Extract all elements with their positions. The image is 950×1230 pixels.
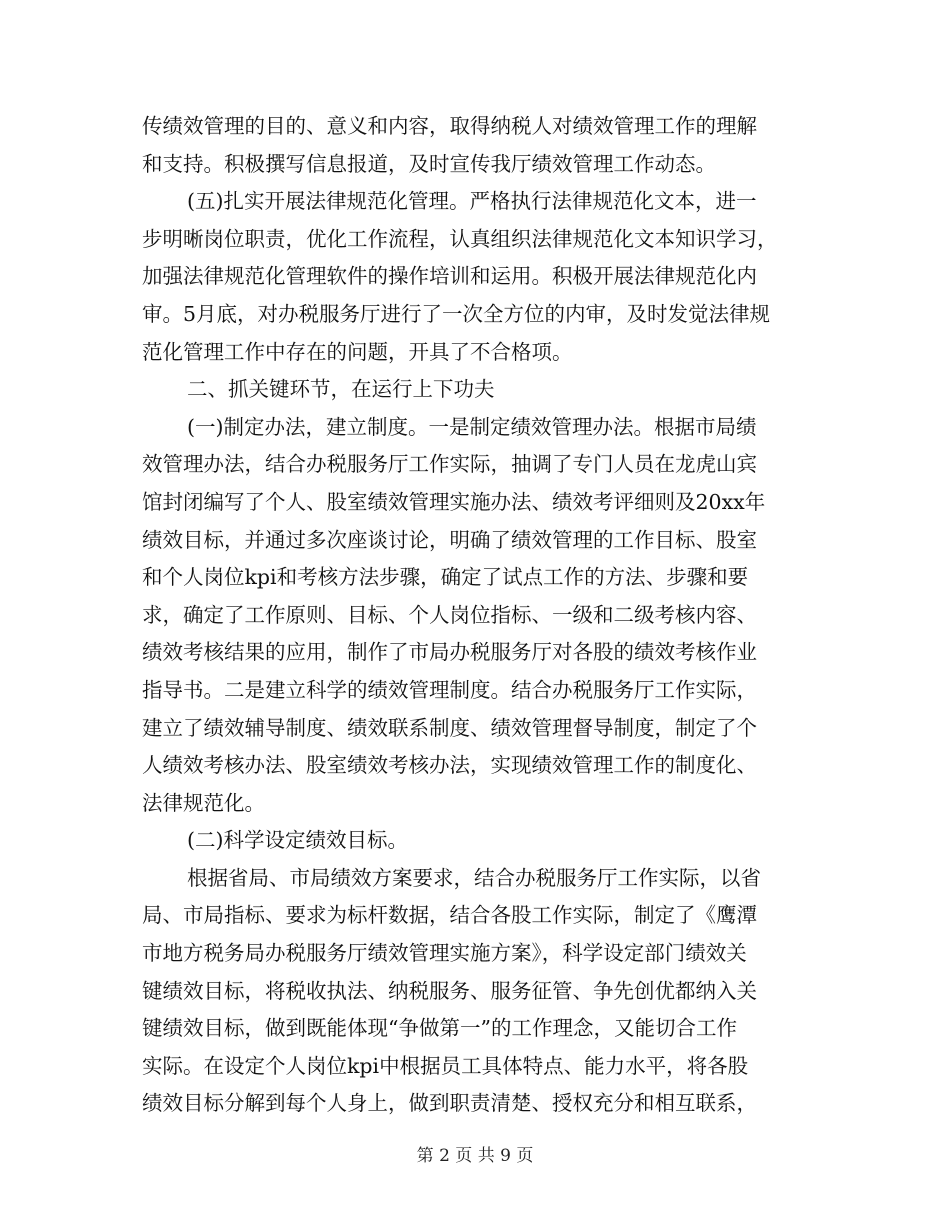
text-line: 步明晰岗位职责，优化工作流程，认真组织法律规范化文本知识学习，	[142, 226, 778, 251]
text-line: 局、市局指标、要求为标杆数据，结合各股工作实际，制定了《鹰潭	[142, 903, 757, 928]
text-line: 范化管理工作中存在的问题，开具了不合格项。	[142, 339, 573, 364]
text-line: 求，确定了工作原则、目标、个人岗位指标、一级和二级考核内容、	[142, 602, 757, 627]
text-line: 审。5月底，对办税服务厅进行了一次全方位的内审，及时发觉法律规	[142, 301, 771, 326]
text-line: 效管理办法，结合办税服务厅工作实际，抽调了专门人员在龙虎山宾	[142, 452, 757, 477]
text-line: 二、抓关键环节，在运行上下功夫	[187, 377, 495, 402]
text-line: 加强法律规范化管理软件的操作培训和运用。积极开展法律规范化内	[142, 264, 757, 289]
text-line: 市地方税务局办税服务厅绩效管理实施方案》，科学设定部门绩效关	[142, 941, 747, 966]
text-line: 绩效目标分解到每个人身上，做到职责清楚、授权充分和相互联系，	[142, 1091, 757, 1116]
text-line: 建立了绩效辅导制度、绩效联系制度、绩效管理督导制度，制定了个	[142, 715, 757, 740]
text-line: 指导书。二是建立科学的绩效管理制度。结合办税服务厅工作实际，	[142, 677, 757, 702]
text-line: 键绩效目标，将税收执法、纳税服务、服务征管、争先创优都纳入关	[142, 978, 757, 1003]
text-line: 实际。在设定个人岗位kpi中根据员工具体特点、能力水平，将各股	[142, 1053, 749, 1078]
text-line: 键绩效目标，做到既能体现“争做第一”的工作理念，又能切合工作	[142, 1016, 737, 1041]
text-line: (一)制定办法，建立制度。一是制定绩效管理办法。根据市局绩	[187, 414, 757, 439]
text-line: 绩效考核结果的应用，制作了市局办税服务厅对各股的绩效考核作业	[142, 640, 757, 665]
text-line: (五)扎实开展法律规范化管理。严格执行法律规范化文本，进一	[187, 189, 757, 214]
document-body	[142, 108, 810, 1123]
text-line: 和个人岗位kpi和考核方法步骤，确定了试点工作的方法、步骤和要	[142, 565, 749, 590]
text-line: 和支持。积极撰写信息报道，及时宣传我厅绩效管理工作动态。	[142, 151, 716, 176]
text-line: 传绩效管理的目的、意义和内容，取得纳税人对绩效管理工作的理解	[142, 114, 757, 138]
text-line: 绩效目标，并通过多次座谈讨论，明确了绩效管理的工作目标、股室	[142, 527, 757, 552]
text-line: 根据省局、市局绩效方案要求，结合办税服务厅工作实际，以省	[187, 865, 761, 890]
text-line: 馆封闭编写了个人、股室绩效管理实施办法、绩效考评细则及20xx年	[142, 489, 766, 514]
text-line: 法律规范化。	[142, 790, 265, 815]
text-line: 人绩效考核办法、股室绩效考核办法，实现绩效管理工作的制度化、	[142, 753, 757, 778]
text-line: (二)科学设定绩效目标。	[187, 828, 408, 853]
page-footer: 第 2 页 共 9 页	[416, 1146, 534, 1166]
